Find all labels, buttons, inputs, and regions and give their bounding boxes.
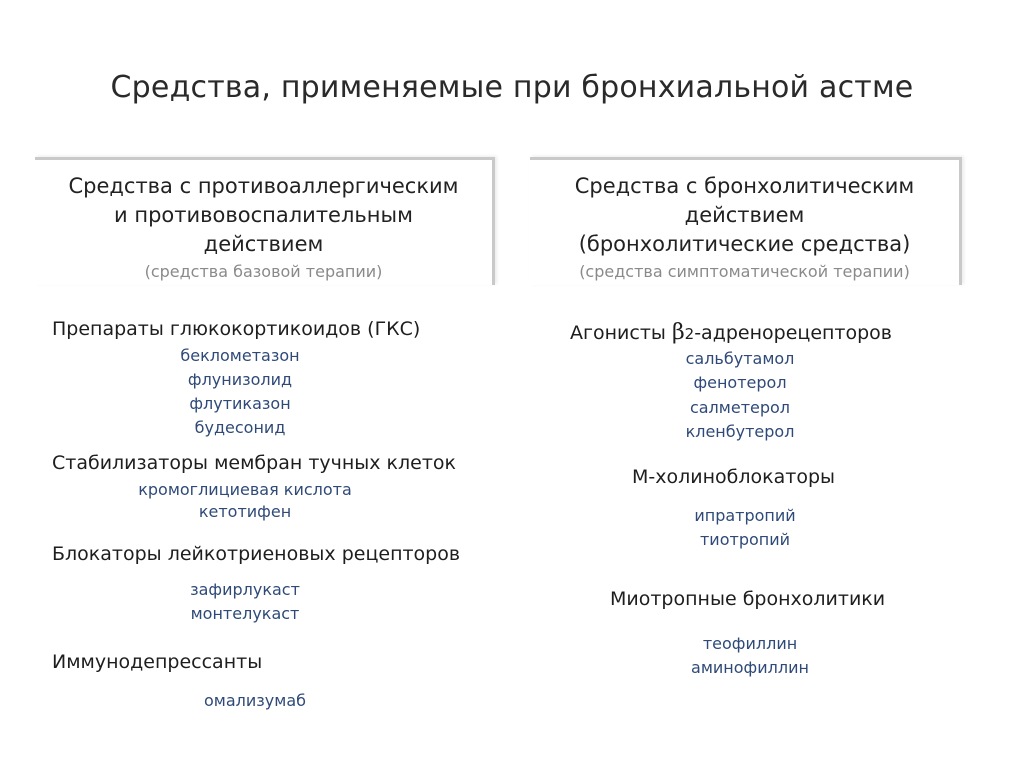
right-box-line: Средства с бронхолитическим xyxy=(574,174,915,198)
group-mast-cell-title: Стабилизаторы мембран тучных клеток xyxy=(52,452,457,474)
drug-item: сальбутамол xyxy=(685,349,795,368)
group-leukotriene-title: Блокаторы лейкотриеновых рецепторов xyxy=(52,543,461,565)
left-box-line: действием xyxy=(203,232,324,256)
left-box-line: и противовоспалительным xyxy=(114,203,413,227)
drug-item: кромоглициевая кислота xyxy=(138,480,352,499)
group-immunosuppressant-title: Иммунодепрессанты xyxy=(52,651,263,673)
slide-title: Средства, применяемые при бронхиальной астме xyxy=(110,70,914,105)
drug-item: аминофиллин xyxy=(691,658,809,677)
right-box-line: действием xyxy=(684,203,805,227)
left-box-line: Средства с противоаллергическим xyxy=(68,174,459,198)
drug-item: кленбутерол xyxy=(685,422,795,441)
group-beta2-title xyxy=(570,320,892,345)
beta-symbol: β xyxy=(671,320,685,345)
drug-item: кетотифен xyxy=(198,502,292,521)
group-myotropic-title: Миотропные бронхолитики xyxy=(610,588,886,610)
right-category-box xyxy=(530,157,962,285)
drug-item: салметерол xyxy=(689,398,791,417)
group-beta2-suffix: -адренорецепторов xyxy=(694,322,893,344)
drug-item: омализумаб xyxy=(203,691,306,710)
drug-item: флутиказон xyxy=(189,394,291,413)
drug-item: беклометазон xyxy=(180,346,300,365)
drug-item: зафирлукаст xyxy=(190,580,300,599)
drug-item: тиотропий xyxy=(699,530,791,549)
drug-item: теофиллин xyxy=(702,634,798,653)
group-m-cholino-title: М-холиноблокаторы xyxy=(632,466,836,488)
left-box-subtitle: (средства базовой терапии) xyxy=(144,262,383,281)
right-box-line: (бронхолитические средства) xyxy=(578,232,911,256)
drug-item: ипратропий xyxy=(694,506,796,525)
drug-item: флунизолид xyxy=(187,370,293,389)
left-category-box xyxy=(35,157,495,285)
drug-item: фенотерол xyxy=(693,373,787,392)
group-gcs-title: Препараты глюкокортикоидов (ГКС) xyxy=(52,318,421,340)
beta-subscript: 2 xyxy=(684,325,695,343)
drug-item: будесонид xyxy=(194,418,286,437)
group-beta2-prefix: Агонисты xyxy=(570,322,672,344)
right-box-subtitle: (средства симптоматической терапии) xyxy=(579,262,910,281)
drug-item: монтелукаст xyxy=(190,604,300,623)
